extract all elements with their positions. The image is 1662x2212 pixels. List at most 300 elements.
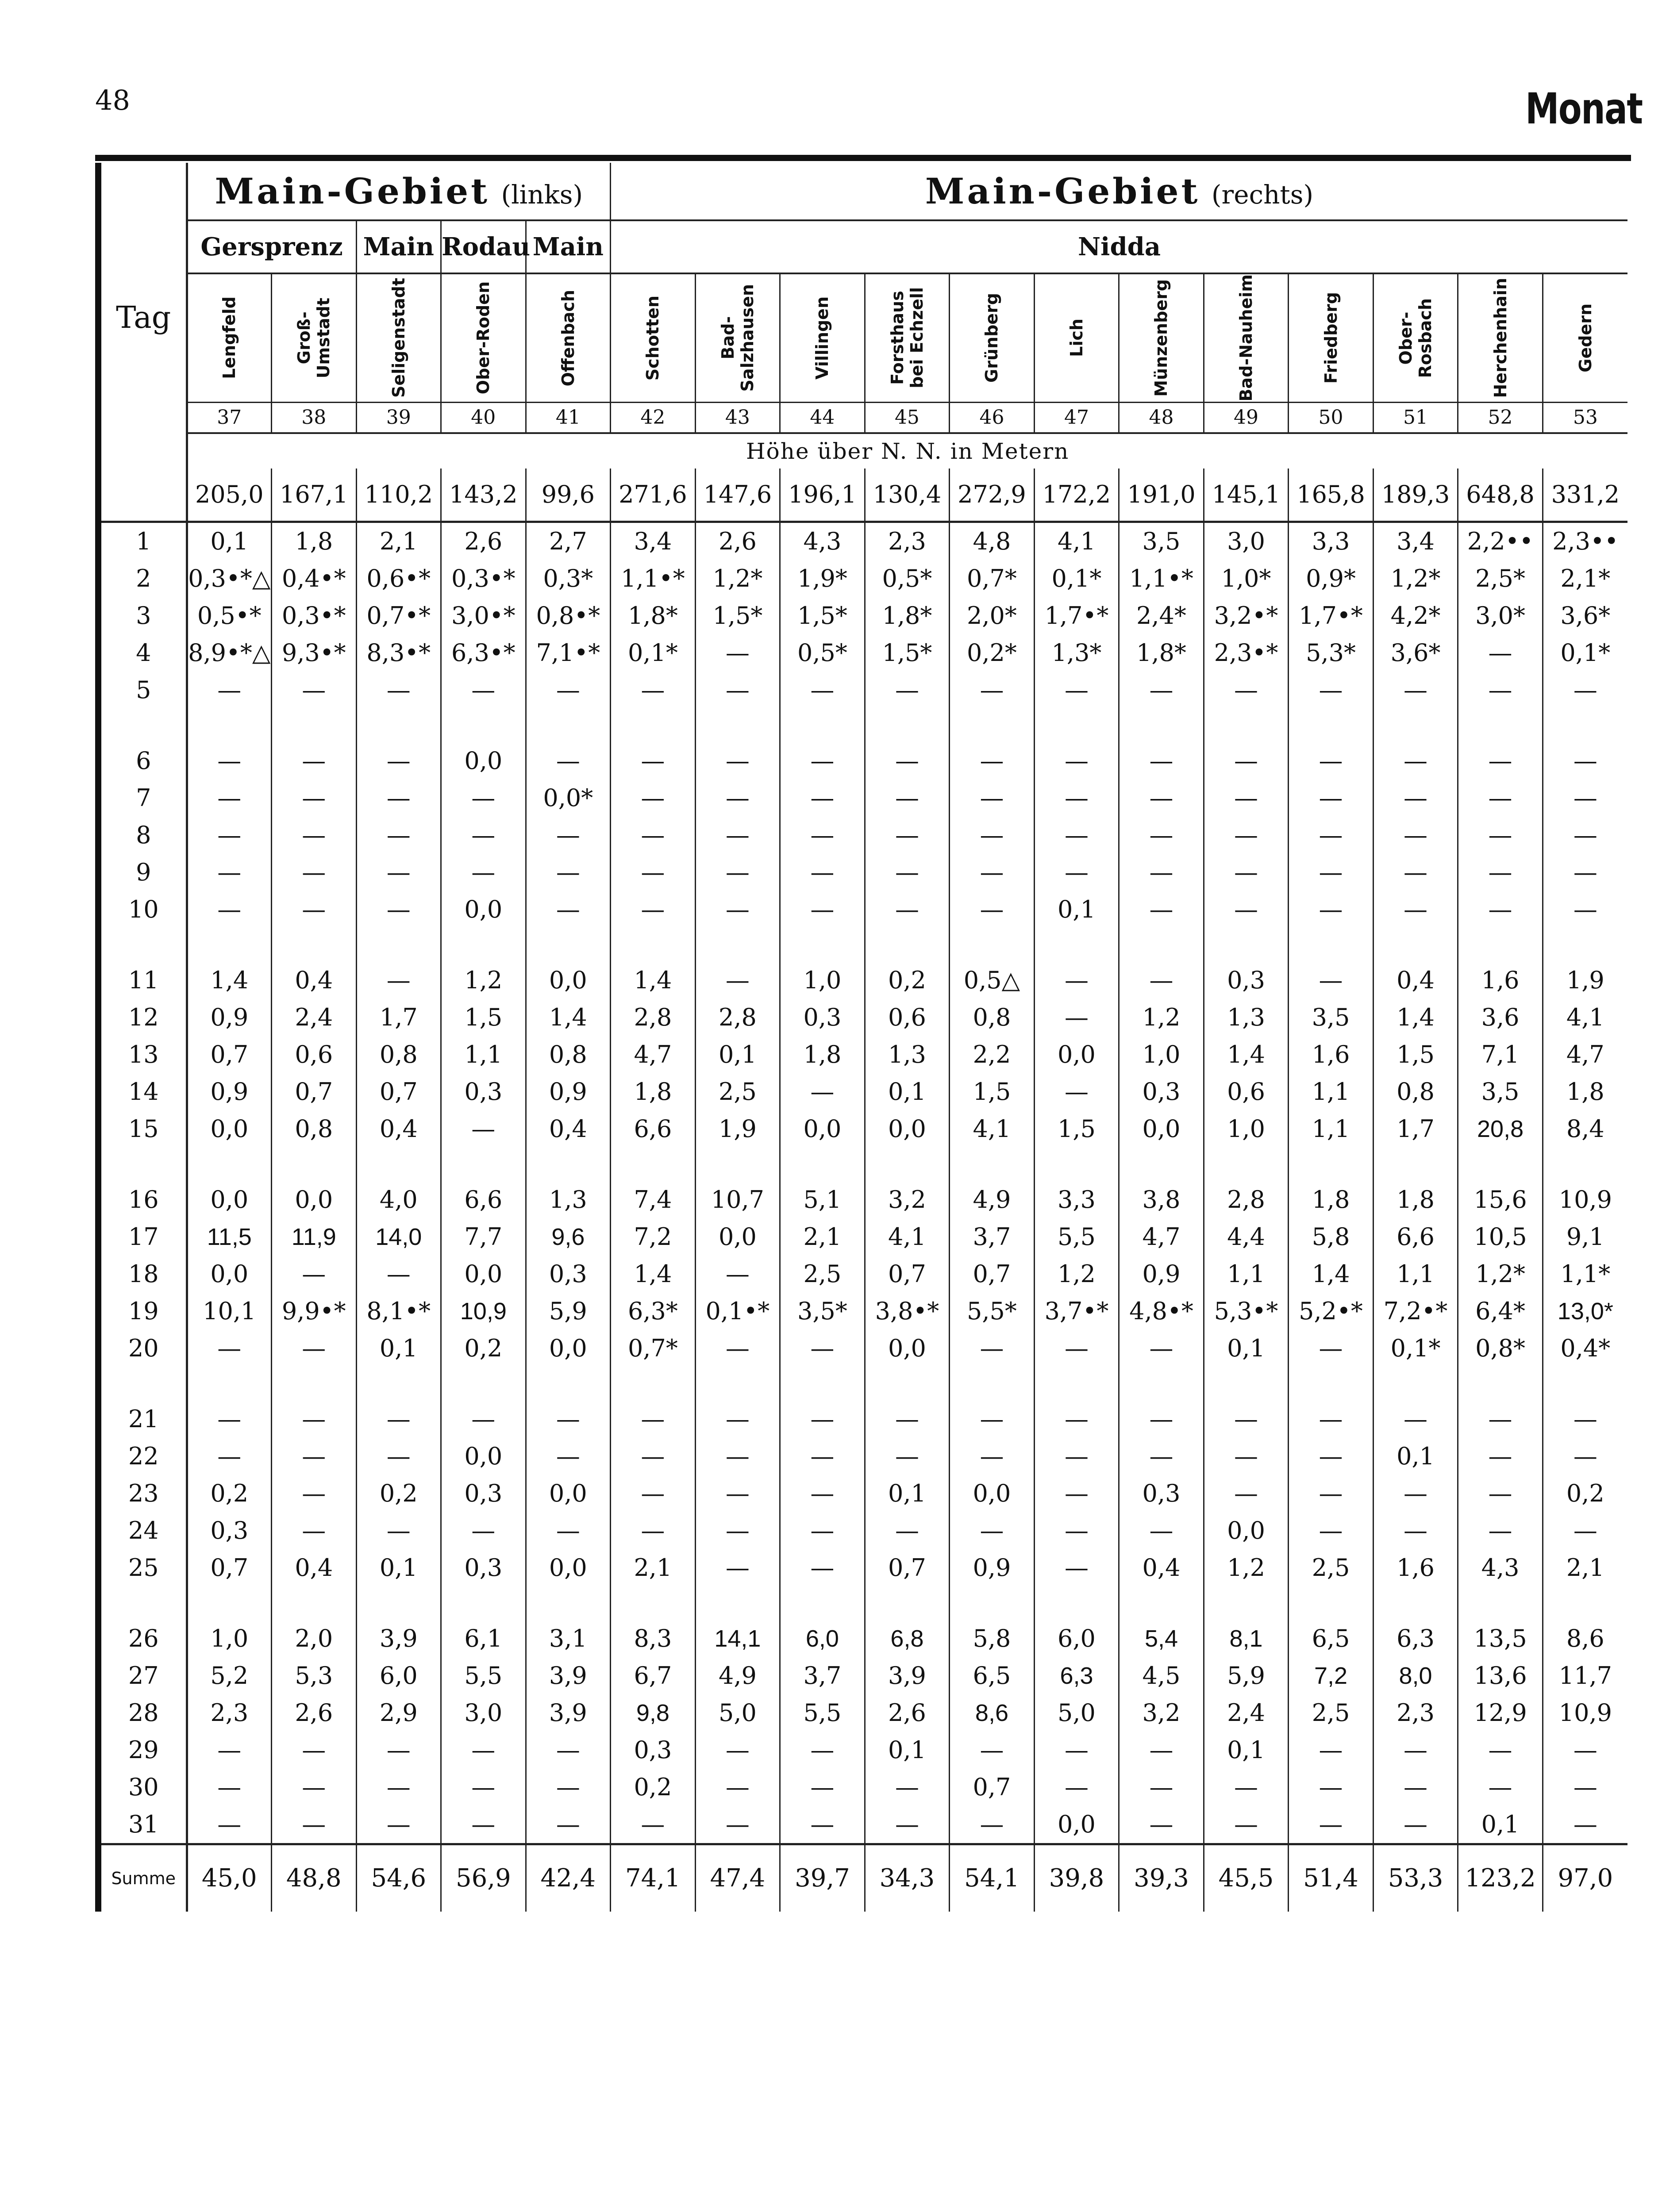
precip-cell: — [950, 1401, 1035, 1438]
precip-cell: 0,3* [526, 560, 611, 597]
precip-cell: — [611, 1475, 696, 1512]
gap-cell [1119, 709, 1204, 742]
table-row [98, 1549, 1627, 1586]
precip-cell: — [1458, 1401, 1543, 1438]
gap-cell [1119, 1367, 1204, 1401]
station-elevation: 145,1 [1204, 469, 1289, 522]
precip-cell: 8,1•* [356, 1293, 441, 1330]
precip-cell: 3,1 [526, 1620, 611, 1657]
precip-cell: — [1119, 1512, 1204, 1549]
table-row [98, 1181, 1627, 1218]
gap-cell [272, 1586, 357, 1620]
precip-cell: — [272, 1256, 357, 1293]
gap-cell [1373, 928, 1458, 962]
group-right-name: Main-Gebiet [925, 170, 1200, 212]
precip-cell: — [526, 817, 611, 854]
sum-label: Summe [98, 1844, 187, 1912]
precip-cell: — [526, 1512, 611, 1549]
precip-cell: 0,0 [865, 1110, 950, 1148]
station-elevation: 110,2 [356, 469, 441, 522]
precip-cell: — [187, 780, 272, 817]
station-name: Bad-Nauheim [1236, 274, 1256, 402]
station-name: Lengfeld [219, 296, 239, 380]
precip-cell: 0,0 [526, 1549, 611, 1586]
precip-cell: — [1458, 1475, 1543, 1512]
precip-cell: 6,0 [356, 1657, 441, 1694]
precip-cell: — [1543, 854, 1627, 891]
precip-cell: — [780, 1732, 865, 1769]
station-elevation: 196,1 [780, 469, 865, 522]
precip-cell: 3,9 [865, 1657, 950, 1694]
precip-cell: — [1119, 1769, 1204, 1806]
table-row [98, 560, 1627, 597]
precip-cell: 0,9* [1289, 560, 1373, 597]
precip-cell: 5,2•* [1289, 1293, 1373, 1330]
precip-cell: — [865, 780, 950, 817]
precip-cell: 0,3 [441, 1073, 526, 1110]
precip-cell: 13,5 [1458, 1620, 1543, 1657]
precip-cell: 13,6 [1458, 1657, 1543, 1694]
gap-cell [1373, 1367, 1458, 1401]
precip-cell: 0,7 [865, 1549, 950, 1586]
gap-tag [98, 709, 187, 742]
precip-cell: 0,4 [1373, 962, 1458, 999]
precip-cell: — [1034, 1438, 1119, 1475]
precip-cell: 4,1 [865, 1218, 950, 1256]
precip-cell: 0,0 [1034, 1806, 1119, 1844]
precip-cell: 1,4 [1289, 1256, 1373, 1293]
precip-cell: — [272, 1401, 357, 1438]
sum-cell: 47,4 [695, 1844, 780, 1912]
row-gap [98, 1367, 1627, 1401]
gap-cell [611, 1148, 696, 1181]
precip-cell: 0,0 [441, 742, 526, 780]
precip-cell: 11,7 [1543, 1657, 1627, 1694]
gap-cell [356, 1367, 441, 1401]
precip-cell: 1,8* [865, 597, 950, 634]
precip-cell: 1,8* [611, 597, 696, 634]
sum-cell: 48,8 [272, 1844, 357, 1912]
gap-cell [695, 1586, 780, 1620]
station-name: Groß- Umstadt [294, 297, 334, 378]
precip-cell: — [695, 854, 780, 891]
precip-cell: — [356, 854, 441, 891]
precip-cell: 6,8 [865, 1620, 950, 1657]
precip-cell: 5,8 [950, 1620, 1035, 1657]
precip-cell: — [1373, 817, 1458, 854]
precip-cell: — [1034, 780, 1119, 817]
precip-cell: 0,0 [441, 891, 526, 928]
precip-cell: — [356, 817, 441, 854]
precip-cell: 0,6 [865, 999, 950, 1036]
station-elevation: 205,0 [187, 469, 272, 522]
day-number: 8 [98, 817, 187, 854]
station-header [1119, 273, 1204, 402]
precip-cell: — [1034, 1549, 1119, 1586]
precip-cell: 1,1•* [611, 560, 696, 597]
table-row [98, 1401, 1627, 1438]
precip-cell: 4,4 [1204, 1218, 1289, 1256]
gap-cell [1289, 928, 1373, 962]
precip-cell: — [1543, 891, 1627, 928]
precip-cell: 3,5 [1289, 999, 1373, 1036]
precip-cell: 6,3•* [441, 634, 526, 672]
precip-cell: 2,0 [272, 1620, 357, 1657]
gap-cell [1373, 1148, 1458, 1181]
precip-cell: 0,0 [187, 1110, 272, 1148]
precip-cell: — [356, 1401, 441, 1438]
station-number: 40 [441, 402, 526, 433]
precip-cell: — [1543, 1512, 1627, 1549]
group-right-side: (rechts) [1211, 180, 1314, 210]
precip-cell: — [441, 1110, 526, 1148]
precip-cell: 0,2 [441, 1330, 526, 1367]
page-title: Monat [1525, 84, 1642, 134]
precip-cell: 4,5 [1119, 1657, 1204, 1694]
precip-cell: 14,0 [356, 1218, 441, 1256]
sum-cell: 54,1 [950, 1844, 1035, 1912]
table-row [98, 1475, 1627, 1512]
precip-cell: 5,3 [272, 1657, 357, 1694]
precip-cell: — [1034, 962, 1119, 999]
precip-cell: 4,9 [950, 1181, 1035, 1218]
precip-cell: 3,9 [356, 1620, 441, 1657]
precip-cell: 0,1 [1204, 1732, 1289, 1769]
gap-cell [272, 928, 357, 962]
gap-cell [441, 1586, 526, 1620]
precip-cell: 1,4 [611, 962, 696, 999]
precip-cell: — [611, 742, 696, 780]
precip-cell: — [695, 962, 780, 999]
precip-cell: 7,2 [611, 1218, 696, 1256]
precip-cell: — [1204, 672, 1289, 709]
precip-cell: 0,7* [950, 560, 1035, 597]
precip-cell: — [1119, 962, 1204, 999]
precip-cell: 1,8 [1289, 1181, 1373, 1218]
precip-cell: 3,6* [1373, 634, 1458, 672]
day-number: 11 [98, 962, 187, 999]
tag-header [98, 163, 187, 469]
precip-cell: — [526, 1401, 611, 1438]
precip-cell: 1,7 [356, 999, 441, 1036]
row-gap [98, 709, 1627, 742]
precip-cell: 3,0 [1204, 522, 1289, 560]
precip-cell: — [695, 1806, 780, 1844]
station-name: Schotten [643, 295, 663, 380]
precip-cell: — [1204, 742, 1289, 780]
precip-cell: — [187, 817, 272, 854]
precip-cell: — [272, 742, 357, 780]
station-elevation: 272,9 [950, 469, 1035, 522]
precip-cell: 2,2 [950, 1036, 1035, 1073]
precip-cell: 2,5* [1458, 560, 1543, 597]
precip-cell: 3,4 [1373, 522, 1458, 560]
precip-cell: 0,0 [187, 1256, 272, 1293]
precip-cell: — [950, 817, 1035, 854]
precip-cell: — [356, 1438, 441, 1475]
precip-cell: 0,1•* [695, 1293, 780, 1330]
day-number: 31 [98, 1806, 187, 1844]
sum-row [98, 1844, 1627, 1912]
precip-cell: 0,1 [1373, 1438, 1458, 1475]
gap-cell [1119, 1586, 1204, 1620]
precip-cell: 2,1 [780, 1218, 865, 1256]
precip-cell: — [780, 742, 865, 780]
precip-cell: — [780, 1401, 865, 1438]
gap-cell [187, 709, 272, 742]
precip-cell: — [1204, 1401, 1289, 1438]
day-number: 13 [98, 1036, 187, 1073]
precip-cell: 0,3 [526, 1256, 611, 1293]
precip-cell: 1,5 [441, 999, 526, 1036]
precip-cell: 9,9•* [272, 1293, 357, 1330]
precip-cell: — [1289, 1732, 1373, 1769]
precip-cell: 2,3 [187, 1694, 272, 1732]
precip-cell: — [356, 1732, 441, 1769]
precip-cell: 0,6 [1204, 1073, 1289, 1110]
precip-cell: 0,1* [1373, 1330, 1458, 1367]
gap-cell [441, 1367, 526, 1401]
precip-cell: 0,1 [865, 1732, 950, 1769]
precip-cell: 0,1* [1034, 560, 1119, 597]
precip-cell: — [1289, 817, 1373, 854]
precip-cell: — [441, 1806, 526, 1844]
precip-cell: 3,3 [1034, 1181, 1119, 1218]
day-number: 9 [98, 854, 187, 891]
precip-cell: — [1543, 1769, 1627, 1806]
precip-cell: — [356, 672, 441, 709]
day-number: 10 [98, 891, 187, 928]
precip-cell: — [950, 1806, 1035, 1844]
precip-cell: 0,6 [272, 1036, 357, 1073]
precip-cell: — [441, 1732, 526, 1769]
precip-cell: 0,0 [441, 1256, 526, 1293]
gap-cell [695, 709, 780, 742]
precip-cell: — [272, 1438, 357, 1475]
precip-cell: 1,1 [441, 1036, 526, 1073]
gap-cell [356, 709, 441, 742]
station-name: Lich [1066, 319, 1086, 357]
gap-cell [1373, 1586, 1458, 1620]
precip-cell: 5,5* [950, 1293, 1035, 1330]
precip-cell: 2,5 [695, 1073, 780, 1110]
day-number: 6 [98, 742, 187, 780]
precip-cell: 3,6 [1458, 999, 1543, 1036]
precip-cell: 5,9 [526, 1293, 611, 1330]
precip-cell: — [865, 1438, 950, 1475]
precip-cell: 4,1 [1034, 522, 1119, 560]
precip-cell: 1,6 [1289, 1036, 1373, 1073]
table-row [98, 962, 1627, 999]
precip-cell: — [1034, 1769, 1119, 1806]
precip-cell: 0,7* [611, 1330, 696, 1367]
precip-cell: — [526, 672, 611, 709]
precip-cell: 3,9 [526, 1657, 611, 1694]
precip-cell: 1,5 [1034, 1110, 1119, 1148]
precip-cell: 6,3 [1373, 1620, 1458, 1657]
precip-cell: 0,1 [1034, 891, 1119, 928]
station-name: Münzenberg [1151, 279, 1171, 397]
precip-cell: 5,8 [1289, 1218, 1373, 1256]
precip-cell: 0,0 [272, 1181, 357, 1218]
precip-cell: 0,0 [695, 1218, 780, 1256]
precip-cell: 1,3* [1034, 634, 1119, 672]
precip-cell: — [272, 1806, 357, 1844]
gap-cell [1458, 1586, 1543, 1620]
station-elevation: 191,0 [1119, 469, 1204, 522]
precip-cell: 0,5* [865, 560, 950, 597]
gap-cell [865, 709, 950, 742]
precip-cell: 1,1 [1289, 1110, 1373, 1148]
precip-cell: 0,2 [187, 1475, 272, 1512]
gap-cell [356, 928, 441, 962]
precip-cell: 9,1 [1543, 1218, 1627, 1256]
precip-cell: 5,3* [1289, 634, 1373, 672]
gap-tag [98, 928, 187, 962]
gap-cell [950, 1586, 1035, 1620]
precip-cell: 0,9 [950, 1549, 1035, 1586]
precip-cell: — [1543, 742, 1627, 780]
gap-cell [441, 709, 526, 742]
precip-cell: 0,4 [526, 1110, 611, 1148]
precip-cell: 2,1 [611, 1549, 696, 1586]
precip-cell: — [1543, 1806, 1627, 1844]
precip-cell: — [272, 1475, 357, 1512]
precip-cell: 8,6 [1543, 1620, 1627, 1657]
precip-cell: 6,6 [611, 1110, 696, 1148]
table-row [98, 817, 1627, 854]
sum-cell: 51,4 [1289, 1844, 1373, 1912]
precip-cell: — [1119, 1438, 1204, 1475]
station-name: Ober-Roden [473, 281, 493, 395]
station-elevation: 143,2 [441, 469, 526, 522]
gap-cell [526, 709, 611, 742]
top-rule [95, 155, 1631, 161]
precip-cell: — [1543, 780, 1627, 817]
precip-cell: 8,0 [1373, 1657, 1458, 1694]
gap-cell [611, 928, 696, 962]
precip-cell: 1,2 [1034, 1256, 1119, 1293]
precip-cell: 1,2 [1204, 1549, 1289, 1586]
station-number: 45 [865, 402, 950, 433]
precip-cell: — [780, 1073, 865, 1110]
precip-cell: 1,8 [1373, 1181, 1458, 1218]
precip-cell: 0,0 [865, 1330, 950, 1367]
precip-cell: 0,6•* [356, 560, 441, 597]
precip-cell: 2,4 [1204, 1694, 1289, 1732]
precip-cell: — [272, 1330, 357, 1367]
precip-cell: — [1458, 634, 1543, 672]
precip-cell: 0,2* [950, 634, 1035, 672]
precip-cell: — [441, 817, 526, 854]
day-number: 17 [98, 1218, 187, 1256]
day-number: 28 [98, 1694, 187, 1732]
river-main-1-label: Main [363, 232, 434, 261]
precip-cell: 3,7•* [1034, 1293, 1119, 1330]
precip-cell: 0,7 [950, 1256, 1035, 1293]
precip-cell: — [1119, 1330, 1204, 1367]
precip-cell: 0,3 [1119, 1475, 1204, 1512]
precip-cell: — [1289, 1438, 1373, 1475]
precip-cell: 2,0* [950, 597, 1035, 634]
precip-cell: — [611, 1512, 696, 1549]
gap-cell [1458, 1148, 1543, 1181]
precip-cell: 0,9 [1119, 1256, 1204, 1293]
precip-cell: — [1119, 1732, 1204, 1769]
precip-cell: — [780, 780, 865, 817]
station-name: Villingen [812, 296, 832, 380]
precip-cell: — [1289, 1401, 1373, 1438]
station-header [695, 273, 780, 402]
station-number: 49 [1204, 402, 1289, 433]
precip-cell: 10,9 [1543, 1694, 1627, 1732]
precip-cell: 1,9* [780, 560, 865, 597]
precip-cell: — [611, 780, 696, 817]
station-elevation: 189,3 [1373, 469, 1458, 522]
tag-label: Tag [116, 300, 171, 336]
precip-cell: — [1373, 1475, 1458, 1512]
precip-cell: 3,5* [780, 1293, 865, 1330]
precip-cell: 0,0 [780, 1110, 865, 1148]
precip-cell: — [1119, 672, 1204, 709]
precip-cell: 2,5 [1289, 1694, 1373, 1732]
day-number: 27 [98, 1657, 187, 1694]
precip-cell: — [695, 1732, 780, 1769]
precip-cell: 0,1 [865, 1475, 950, 1512]
precip-cell: 0,1 [1204, 1330, 1289, 1367]
gap-cell [1458, 1367, 1543, 1401]
precip-cell: 5,4 [1119, 1620, 1204, 1657]
precip-cell: — [695, 1549, 780, 1586]
gap-cell [1543, 1148, 1627, 1181]
precip-cell: 1,1•* [1119, 560, 1204, 597]
precip-cell: — [1373, 1769, 1458, 1806]
precip-cell: — [1373, 1512, 1458, 1549]
precip-cell: — [780, 672, 865, 709]
precip-cell: 1,6 [1458, 962, 1543, 999]
precip-cell: 1,8 [780, 1036, 865, 1073]
precip-cell: 0,0 [526, 1330, 611, 1367]
precip-cell: 1,9 [695, 1110, 780, 1148]
precip-cell: 3,0•* [441, 597, 526, 634]
day-number: 30 [98, 1769, 187, 1806]
precip-cell: 3,8 [1119, 1181, 1204, 1218]
precip-cell: — [1289, 780, 1373, 817]
precip-cell: — [1289, 891, 1373, 928]
page-number: 48 [95, 84, 130, 116]
table-row [98, 1218, 1627, 1256]
precip-cell: — [1458, 891, 1543, 928]
precip-cell: 0,7 [272, 1073, 357, 1110]
precip-cell: 6,3 [1034, 1657, 1119, 1694]
sum-cell: 34,3 [865, 1844, 950, 1912]
precip-cell: — [441, 1769, 526, 1806]
precip-cell: — [611, 854, 696, 891]
group-right-header [611, 163, 1627, 220]
precip-cell: — [1458, 1732, 1543, 1769]
station-name: Herchenhain [1490, 278, 1510, 398]
precip-cell: — [695, 1475, 780, 1512]
table-row [98, 780, 1627, 817]
station-header [1289, 273, 1373, 402]
precip-cell: 9,8 [611, 1694, 696, 1732]
precip-cell: 3,9 [526, 1694, 611, 1732]
precip-cell: 0,4 [272, 1549, 357, 1586]
precip-cell: 1,5 [1373, 1036, 1458, 1073]
precip-cell: — [865, 1512, 950, 1549]
sum-cell: 53,3 [1373, 1844, 1458, 1912]
precip-cell: 2,2•• [1458, 522, 1543, 560]
